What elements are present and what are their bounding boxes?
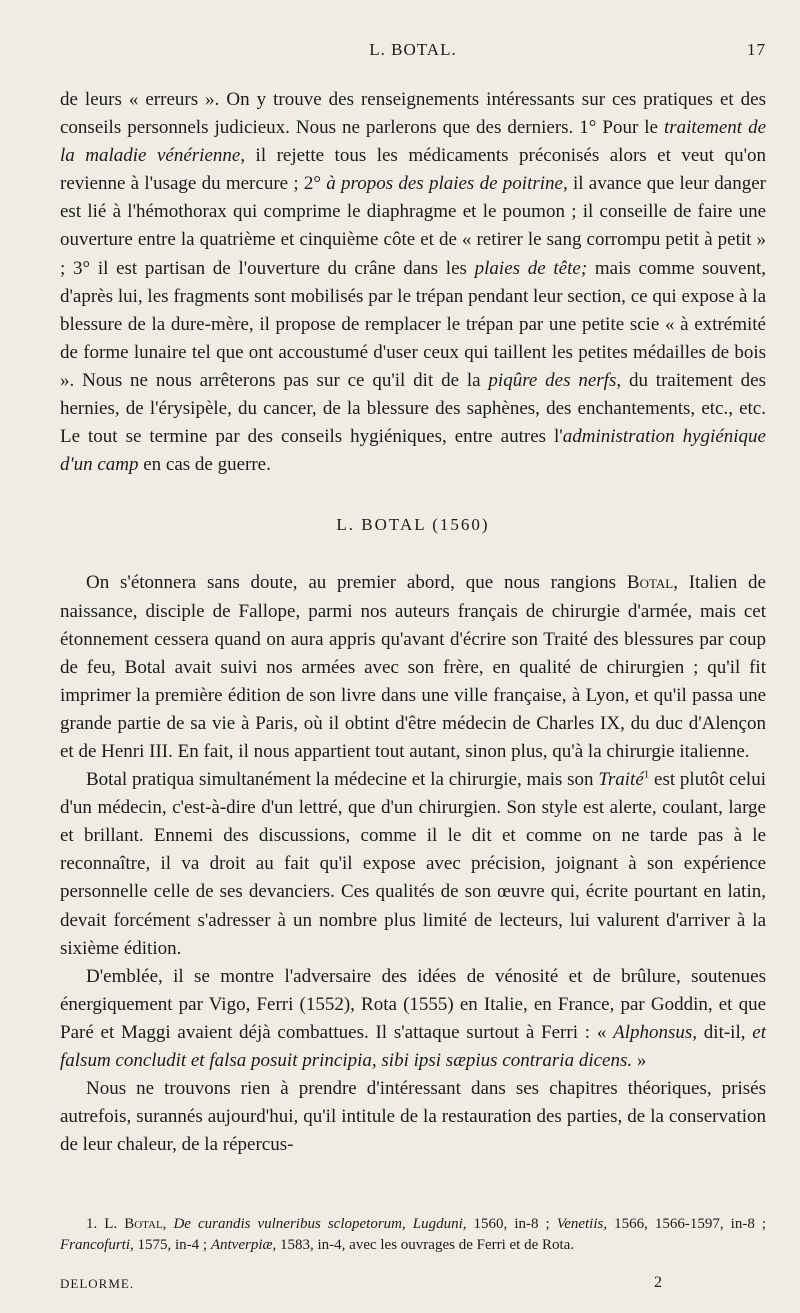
text-span: ,	[162, 1216, 174, 1232]
italic-span: plaies de tête;	[474, 257, 588, 279]
body-text	[60, 86, 766, 1159]
italic-span: et falsum concludit et falsa posuit principia, sibi ipsi sæpius contraria dicens.	[60, 1021, 766, 1071]
small-caps-name: Botal	[626, 572, 674, 594]
printer-signature: DELORME.	[60, 1276, 135, 1291]
text-span: en cas de guerre.	[138, 454, 271, 476]
text-span: , du traitement des hernies, de l'érysipèle, du cancer, de la blessure des saphènes, des enchantements, etc., etc. Le tout se termine par des conseils hygiéniques, entre autres l'	[60, 369, 766, 448]
italic-span: traitement de la maladie vénérienne	[60, 117, 767, 167]
text-span: 1583, in-4, avec les ouvrages de Ferri et de Rota.	[276, 1237, 575, 1253]
italic-span: Francofurti,	[60, 1237, 134, 1253]
small-caps-name: Botal	[124, 1216, 163, 1232]
italic-span: à propos des plaies de poitrine,	[326, 173, 568, 195]
text-span: 1566, 1566-1597, in-8 ;	[607, 1216, 767, 1232]
italic-span: Alphonsus,	[613, 1021, 698, 1043]
paragraph-4	[60, 963, 766, 1075]
italic-span: De curandis vulneribus sclopetorum, Lugduni,	[173, 1216, 467, 1232]
footnote-ref[interactable]: 1	[643, 768, 650, 781]
text-span: , il rejette tous les médicaments préconisés alors et veut qu'on revienne à l'usage du mercure ; 2°	[60, 145, 766, 195]
paragraph-5	[60, 1075, 766, 1159]
italic-span: Traité	[598, 769, 644, 791]
italic-span: Antverpiæ,	[210, 1237, 277, 1253]
italic-span: administration hygiénique d'un camp	[60, 426, 766, 476]
text-span: dit-il,	[697, 1021, 753, 1043]
running-title: L. BOTAL.	[369, 40, 457, 59]
paragraph-2	[60, 569, 766, 766]
text-span: , Italien de naissance, disciple de Fallope, parmi nos auteurs français de chirurgie d'armée, mais cet étonnement cessera quand on aura appris qu'avant d'écrire son Traité des blessures par coup de feu, Botal avait suivi nos armées avec son frère, en qualité de chirurgien ; qu'il fit imprimer la première édition de son livre dans une ville française, à Lyon, et qu'il passa une grande partie de sa vie à Paris, où il obtint d'être médecin de Charles IX, du duc d'Alençon et de Henri III. En fait, il nous appartient tout autant, sinon plus, qu'à la chirurgie italienne.	[60, 572, 766, 762]
text-span: »	[632, 1050, 647, 1071]
paragraph-3	[60, 766, 766, 963]
page-number: 17	[747, 40, 766, 59]
text-span: Botal pratiqua simultanément la médecine et la chirurgie, mais son	[86, 769, 599, 791]
paragraph-1	[60, 86, 766, 479]
italic-span: Venetiis,	[556, 1216, 608, 1232]
section-heading: L. BOTAL (1560)	[336, 515, 490, 535]
footnote-text	[60, 1214, 766, 1256]
signature-number: 2	[654, 1274, 663, 1291]
text-span: de leurs « erreurs ». On y trouve des renseignements intéressants sur ces pratiques et des conseils personnels judicieux. Nous ne parlerons que des derniers. 1° Pour le	[60, 89, 766, 139]
text-span: il avance que leur danger est lié à l'hémothorax qui comprime le diaphragme et le poumon ; il conseille de faire une ouverture entre la quatrième et cinquième côte et de « retirer le sang corrompu petit à petit » ; 3° il est partisan de l'ouverture du crâne dans les	[60, 173, 766, 279]
book-page	[60, 0, 766, 1313]
text-span: mais comme souvent, d'après lui, les fragments sont mobilisés par le trépan pendant leur section, ce qui expose à la blessure de la dure-mère, il propose de remplacer le trépan par une petite scie « à extrémité de forme lunaire tel que ont accoustumé d'user ceux qui taillent les petites médailles de bois ». Nous ne nous arrêterons pas sur ce qu'il dit de la	[60, 257, 766, 391]
footnote	[60, 1214, 766, 1256]
italic-span: piqûre des nerfs	[488, 369, 617, 391]
text-span: On s'étonnera sans doute, au premier abord, que nous rangions	[86, 572, 627, 594]
text-span: 1575, in-4 ;	[133, 1237, 211, 1253]
text-span: 1560, in-8 ;	[466, 1216, 557, 1232]
text-span: 1. L.	[86, 1216, 125, 1232]
running-head	[60, 40, 766, 64]
text-span: D'emblée, il se montre l'adversaire des idées de vénosité et de brûlure, soutenues énergiquement par Vigo, Ferri (1552), Rota (1555) en Italie, en France, par Goddin, et que Paré et Maggi avaient déjà combattues. Il s'attaque surtout à Ferri : «	[60, 965, 766, 1043]
text-span: Nous ne trouvons rien à prendre d'intéressant dans ses chapitres théoriques, prisés autrefois, surannés aujourd'hui, qu'il intitule de la restauration des parties, de la conservation de leur chaleur, de la répercus-	[60, 1078, 766, 1156]
text-span: est plutôt celui d'un médecin, c'est-à-dire d'un lettré, que d'un chirurgien. Son style est alerte, coulant, large et brillant. Ennemi des discussions, comme il le dit et comme on ne tarde pas à le reconnaître, il va droit au fait qu'il expose avec précision, joignant à son expérience personnelle celle de ses devanciers. Ces qualités de son œuvre qui, écrite pourtant en latin, devait forcément s'adresser à un nombre plus limité de lecteurs, lui valurent d'arriver à la sixième édition.	[60, 769, 766, 959]
